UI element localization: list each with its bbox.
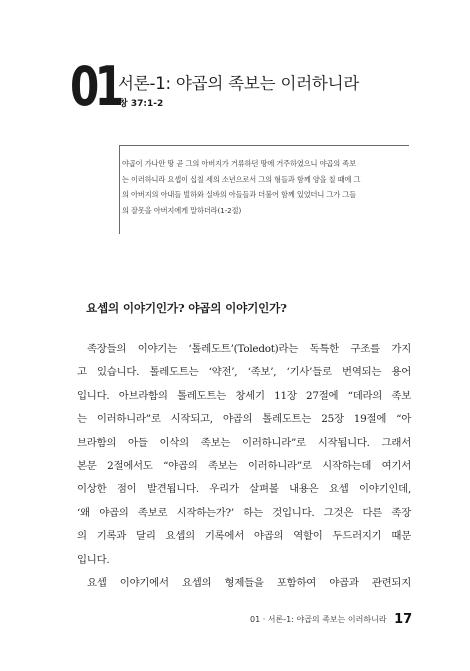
chapter-number: 01: [70, 55, 120, 118]
body-text: [77, 338, 411, 595]
scripture-reference: 창 37:1-2: [119, 99, 164, 109]
body-line: 입니다. 아브라함의 톨레도트는 창세기 11장 27절에 “데라의 족보: [77, 389, 411, 402]
chapter-title: 서론-1: 야곱의 족보는 이러하니라: [118, 74, 360, 93]
body-line: ‘왜 야곱의 족보로 시작하는가?’ 하는 것입니다. 그것은 다른 족장: [77, 506, 411, 519]
body-line: 요셉 이야기에서 요셉의 형제들을 포함하여 야곱과 관련되지: [87, 577, 411, 590]
scripture-quote: [122, 156, 408, 218]
quote-line: 야곱이 가나안 땅 곧 그의 아버지가 거류하던 땅에 거주하였으니 야곱의 족보: [122, 159, 356, 168]
body-line: 의 기록과 달리 요셉의 기록에서 야곱의 역할이 두드러지기 때문: [77, 530, 411, 543]
running-head: 01 · 서론-1: 야곱의 족보는 이러하니라: [250, 615, 387, 624]
section-heading: 요셉의 이야기인가? 야곱의 이야기인가?: [86, 301, 287, 315]
body-line: 족장들의 이야기는 ‘톨레도트’(Toledot)라는 독특한 구조를 가지: [87, 343, 411, 355]
body-line: 는 이러하니라”로 시작되고, 야곱의 톨레도트는 25장 19절에 “아: [77, 413, 411, 426]
body-line: 브라함의 아들 이삭의 족보는 이러하니라”로 시작됩니다. 그래서: [77, 436, 411, 449]
body-line: 본문 2절에서도 “야곱의 족보는 이러하니라”로 시작하는데 여기서: [77, 460, 411, 473]
body-line: 이상한 점이 발견됩니다. 우리가 살펴볼 내용은 요셉 이야기인데,: [77, 483, 411, 496]
quote-line: 의 잘못을 아버지에게 말하더라(1-2절): [122, 205, 242, 215]
quote-line: 는 이러하니라 요셉이 십칠 세의 소년으로서 그의 형들과 함께 양을 칠 때에 그: [122, 174, 361, 184]
page-footer: [250, 612, 413, 627]
page-number: 17: [394, 612, 413, 627]
body-line: 고 있습니다. 톨레도트는 ‘약전’, ‘족보’, ‘기사’들로 번역되는 용어: [77, 366, 411, 379]
quote-line: 의 아버지의 아내들 빌하와 실바의 아들들과 더불어 함께 있었더니 그가 그들: [122, 190, 356, 200]
body-line: 입니다.: [77, 553, 110, 566]
